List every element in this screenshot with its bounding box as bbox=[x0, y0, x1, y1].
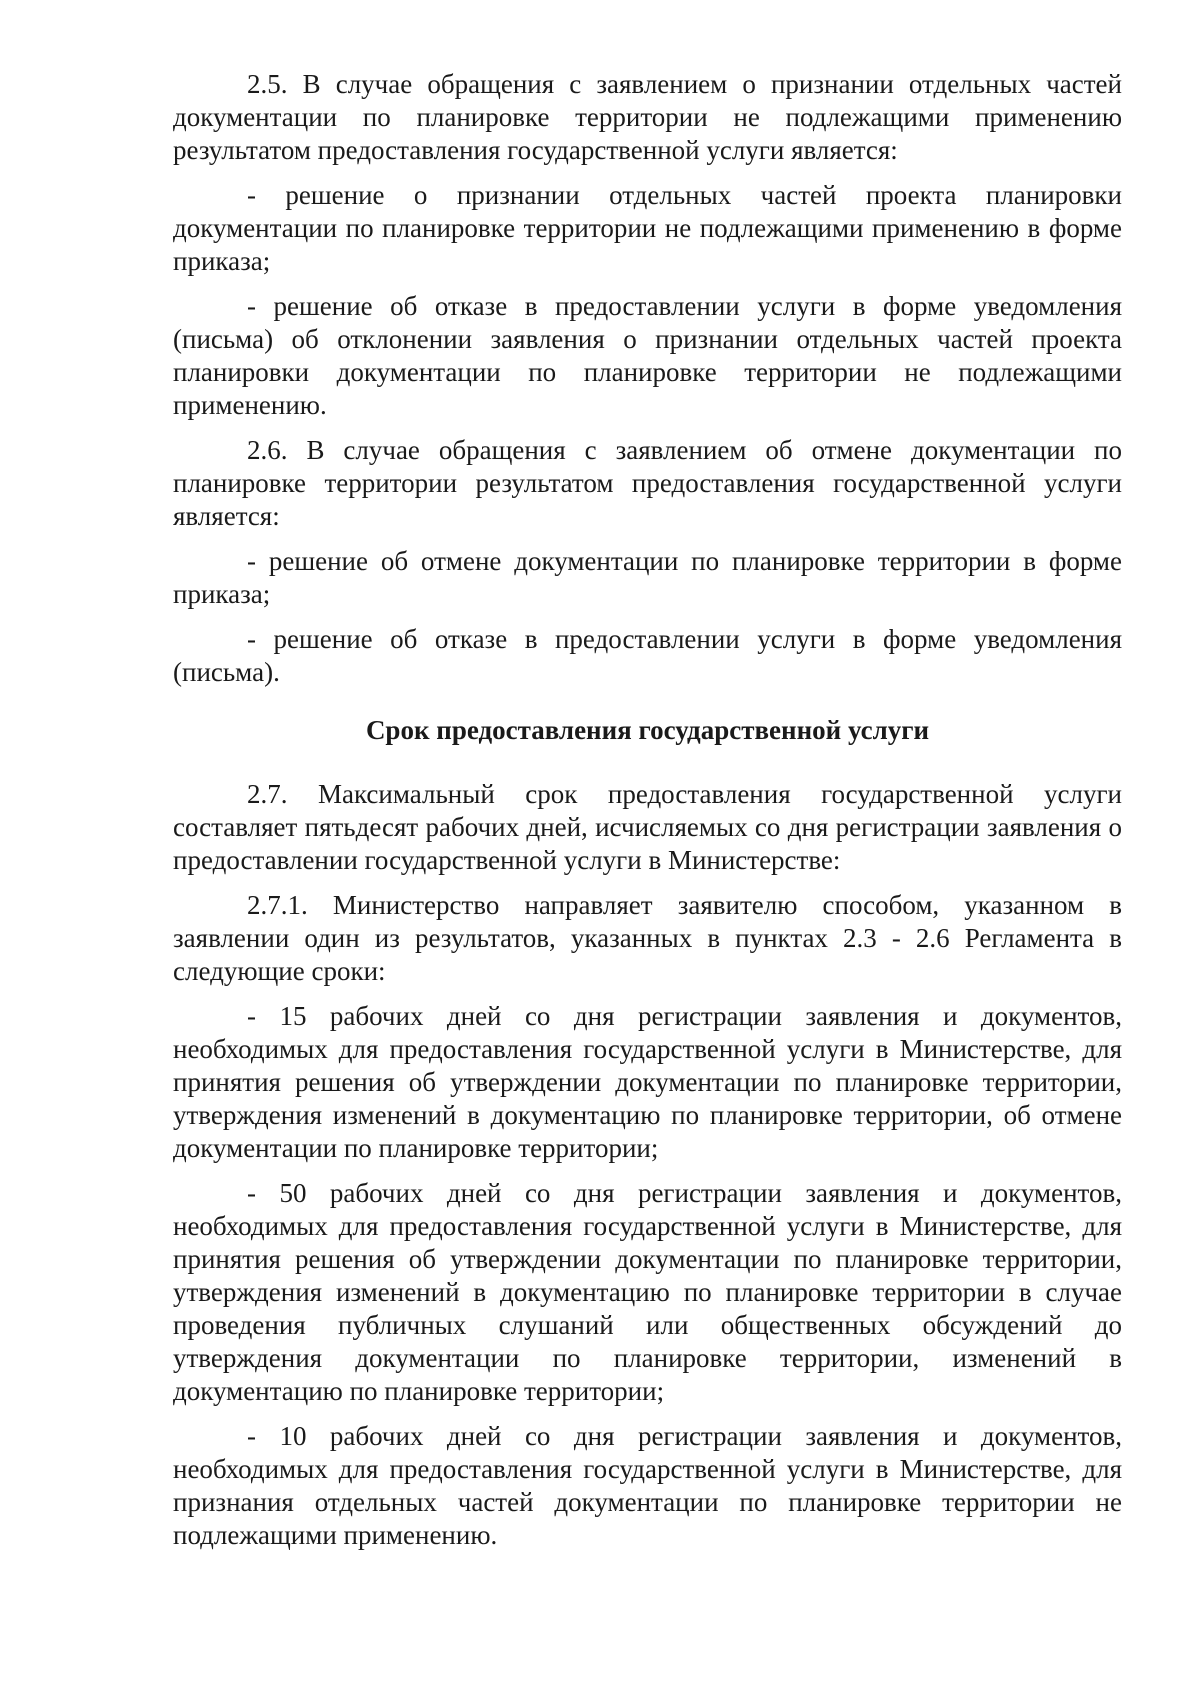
paragraph-2-6: 2.6. В случае обращения с заявлением об отмене документации по планировке территории результатом предоставления государственной услуги является: bbox=[173, 435, 1122, 531]
paragraph-2-6-decision-cancel: - решение об отмене документации по планировке территории в форме приказа; bbox=[173, 546, 1122, 609]
paragraph-term-15-days: - 15 рабочих дней со дня регистрации заявления и документов, необходимых для предоставления государственной услуги в Министерстве, для принятия решения об утверждении документации по планировке территории, утверждения изменений в документацию по планировке территории, об отмене документации по планировке территории; bbox=[173, 1001, 1122, 1163]
paragraph-2-6-decision-refuse: - решение об отказе в предоставлении услуги в форме уведомления (письма). bbox=[173, 624, 1122, 687]
paragraph-2-7-1: 2.7.1. Министерство направляет заявителю способом, указанном в заявлении один из результатов, указанных в пунктах 2.3 - 2.6 Регламента в следующие сроки: bbox=[173, 890, 1122, 986]
paragraph-2-7: 2.7. Максимальный срок предоставления государственной услуги составляет пятьдесят рабочих дней, исчисляемых со дня регистрации заявления о предоставлении государственной услуги в Министерстве: bbox=[173, 779, 1122, 875]
paragraph-2-5-decision-approve: - решение о признании отдельных частей проекта планировки документации по планировке территории не подлежащими применению в форме приказа; bbox=[173, 180, 1122, 276]
section-heading: Срок предоставления государственной услуги bbox=[365, 715, 930, 745]
paragraph-2-5-decision-refuse: - решение об отказе в предоставлении услуги в форме уведомления (письма) об отклонении заявления о признании отдельных частей проекта планировки документации по планировке территории не подлежащими применению. bbox=[173, 291, 1122, 420]
paragraph-term-10-days: - 10 рабочих дней со дня регистрации заявления и документов, необходимых для предоставления государственной услуги в Министерстве, для признания отдельных частей документации по планировке территории не подлежащими применению. bbox=[173, 1421, 1122, 1550]
paragraph-term-50-days: - 50 рабочих дней со дня регистрации заявления и документов, необходимых для предоставления государственной услуги в Министерстве, для принятия решения об утверждении документации по планировке территории, утверждения изменений в документацию по планировке территории в случае проведения публичных слушаний или общественных обсуждений до утверждения документации по планировке территории, изменений в документацию по планировке территории; bbox=[173, 1178, 1122, 1406]
document-page bbox=[173, 68, 1122, 1564]
paragraph-2-5: 2.5. В случае обращения с заявлением о признании отдельных частей документации по планировке территории не подлежащими применению результатом предоставления государственной услуги является: bbox=[173, 69, 1122, 165]
